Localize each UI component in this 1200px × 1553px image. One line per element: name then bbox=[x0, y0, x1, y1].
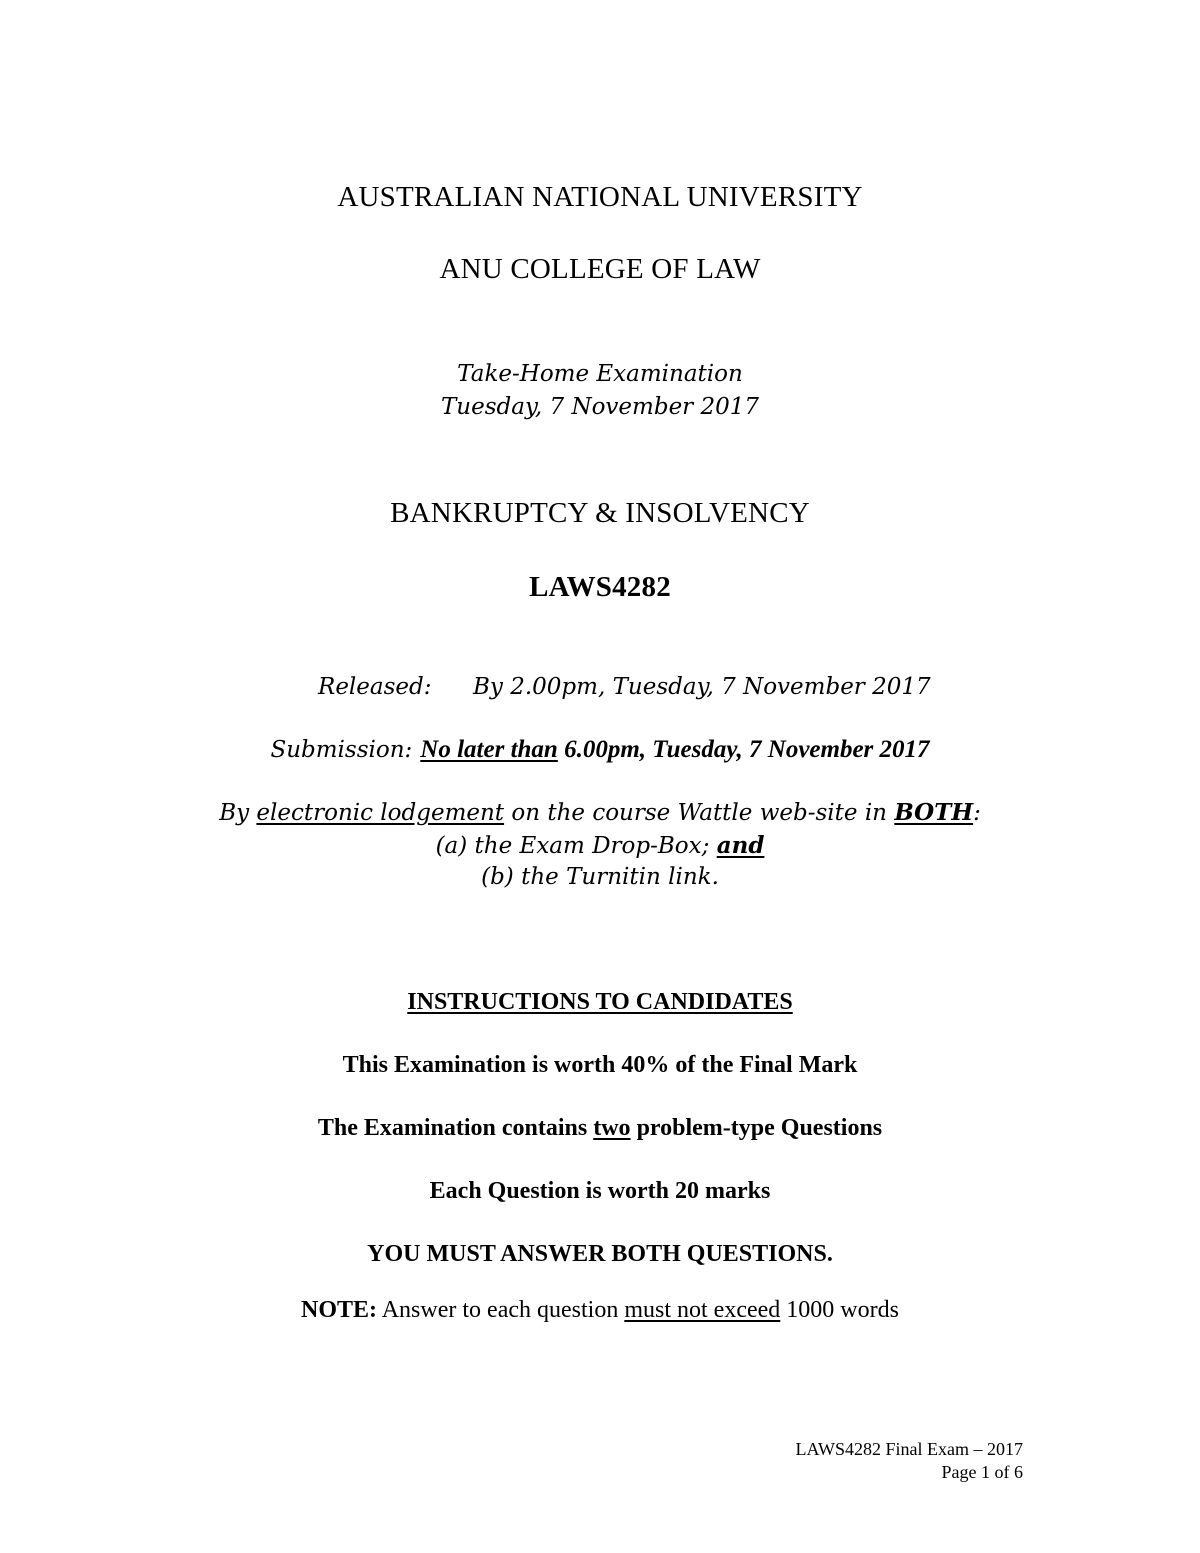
college-name: ANU COLLEGE OF LAW bbox=[439, 253, 761, 285]
exam-date: Tuesday, 7 November 2017 bbox=[440, 394, 760, 420]
footer-page-number: Page 1 of 6 bbox=[941, 1462, 1023, 1482]
lodgement-prefix: By bbox=[219, 800, 257, 826]
item-a-text: (a) the Exam Drop-Box; bbox=[435, 833, 717, 859]
release-label: Released: bbox=[318, 674, 432, 700]
instruction-each-question: Each Question is worth 20 marks bbox=[429, 1178, 771, 1204]
deadline-emphasis: No later than bbox=[420, 736, 558, 763]
instructions-heading bbox=[0, 990, 1200, 1014]
lodgement-suffix: : bbox=[973, 800, 981, 826]
contains-prefix: The Examination contains bbox=[317, 1115, 594, 1141]
note-limit: must not exceed bbox=[624, 1297, 781, 1323]
exam-type: Take-Home Examination bbox=[457, 361, 743, 387]
lodgement-method: electronic lodgement bbox=[256, 800, 505, 826]
submission-row bbox=[0, 737, 1200, 762]
university-name: AUSTRALIAN NATIONAL UNIVERSITY bbox=[337, 181, 863, 213]
lodgement-item-a bbox=[0, 834, 1200, 858]
lodgement-both: BOTH bbox=[894, 799, 974, 826]
note-suffix: 1000 words bbox=[780, 1297, 899, 1323]
lodgement-middle: on the course Wattle web-site in bbox=[504, 800, 895, 826]
instruction-contains bbox=[0, 1116, 1200, 1140]
course-title: BANKRUPTCY & INSOLVENCY bbox=[390, 497, 810, 529]
item-a-and: and bbox=[716, 832, 765, 859]
lodgement-item-b: (b) the Turnitin link. bbox=[481, 864, 719, 890]
contains-count: two bbox=[593, 1115, 631, 1141]
submission-label: Submission: bbox=[270, 737, 413, 763]
note-label: NOTE: bbox=[301, 1297, 378, 1323]
instructions-heading-text: INSTRUCTIONS TO CANDIDATES bbox=[407, 989, 793, 1015]
submission-deadline bbox=[420, 736, 929, 763]
note-prefix: Answer to each question bbox=[377, 1297, 625, 1323]
release-value: By 2.00pm, Tuesday, 7 November 2017 bbox=[473, 674, 931, 700]
course-code: LAWS4282 bbox=[529, 571, 671, 603]
instruction-must-answer: YOU MUST ANSWER BOTH QUESTIONS. bbox=[367, 1241, 833, 1267]
footer-exam-ref: LAWS4282 Final Exam – 2017 bbox=[795, 1439, 1023, 1459]
lodgement-line bbox=[0, 801, 1200, 825]
contains-suffix: problem-type Questions bbox=[630, 1115, 883, 1141]
instruction-worth: This Examination is worth 40% of the Final Mark bbox=[342, 1052, 858, 1078]
deadline-time: 6.00pm, Tuesday, 7 November 2017 bbox=[557, 736, 930, 763]
instruction-note bbox=[0, 1298, 1200, 1322]
